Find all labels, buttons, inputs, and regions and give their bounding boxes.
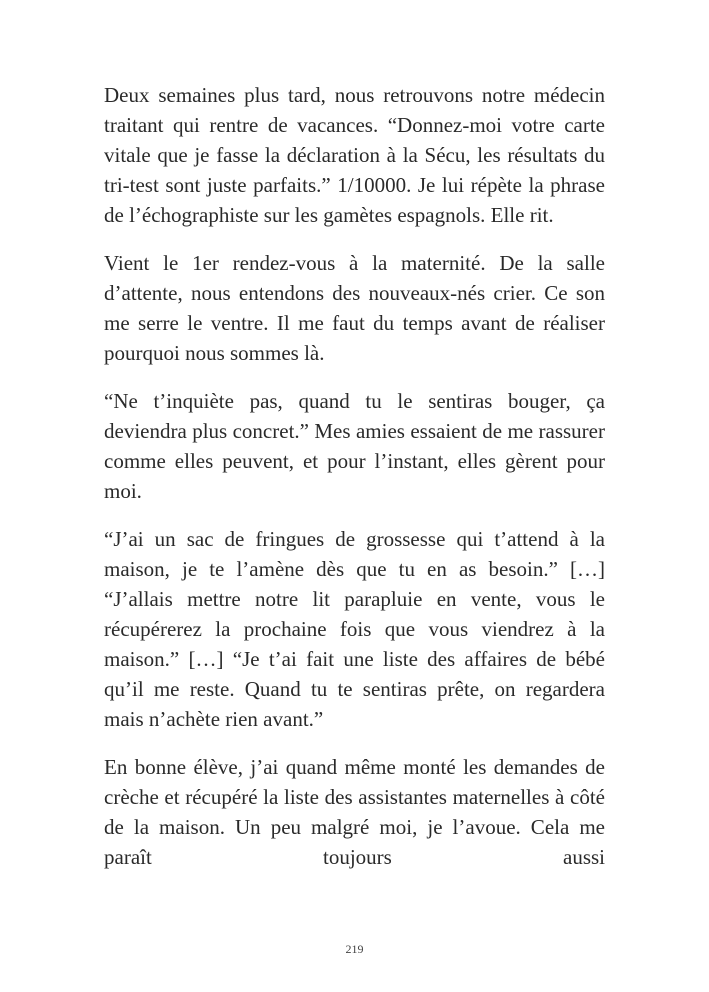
paragraph-2: Vient le 1er rendez-vous à la maternité. De la salle d’attente, nous entendons des nouveaux-nés crier. Ce son me serre le ventre. Il me faut du temps avant de réaliser pourquoi nous sommes là. (104, 251, 605, 365)
page-number: 219 (345, 942, 364, 956)
paragraph-5: En bonne élève, j’ai quand même monté les demandes de crèche et récupéré la liste des assistantes maternelles à côté de la maison. Un peu malgré moi, je l’avoue. Cela me paraît toujours aussi (104, 755, 605, 869)
page-body (104, 80, 605, 890)
paragraph-4: “J’ai un sac de fringues de grossesse qui t’attend à la maison, je te l’amène dès que tu en as besoin.” […] “J’allais mettre notre lit parapluie en vente, vous le récupérerez la prochaine fois que vous viendrez à la maison.” […] “Je t’ai fait une liste des affaires de bébé qu’il me reste. Quand tu te sentiras prête, on regardera mais n’achète rien avant.” (104, 527, 605, 731)
paragraph-1: Deux semaines plus tard, nous retrouvons notre médecin traitant qui rentre de vacances. “Donnez-moi votre carte vitale que je fasse la déclaration à la Sécu, les résultats du tri-test sont juste parfaits.” 1/10000. Je lui répète la phrase de l’échographiste sur les gamètes espagnols. Elle rit. (104, 83, 605, 227)
paragraph-3: “Ne t’inquiète pas, quand tu le sentiras bouger, ça deviendra plus concret.” Mes amies essaient de me rassurer comme elles peuvent, et pour l’instant, elles gèrent pour moi. (104, 389, 605, 503)
